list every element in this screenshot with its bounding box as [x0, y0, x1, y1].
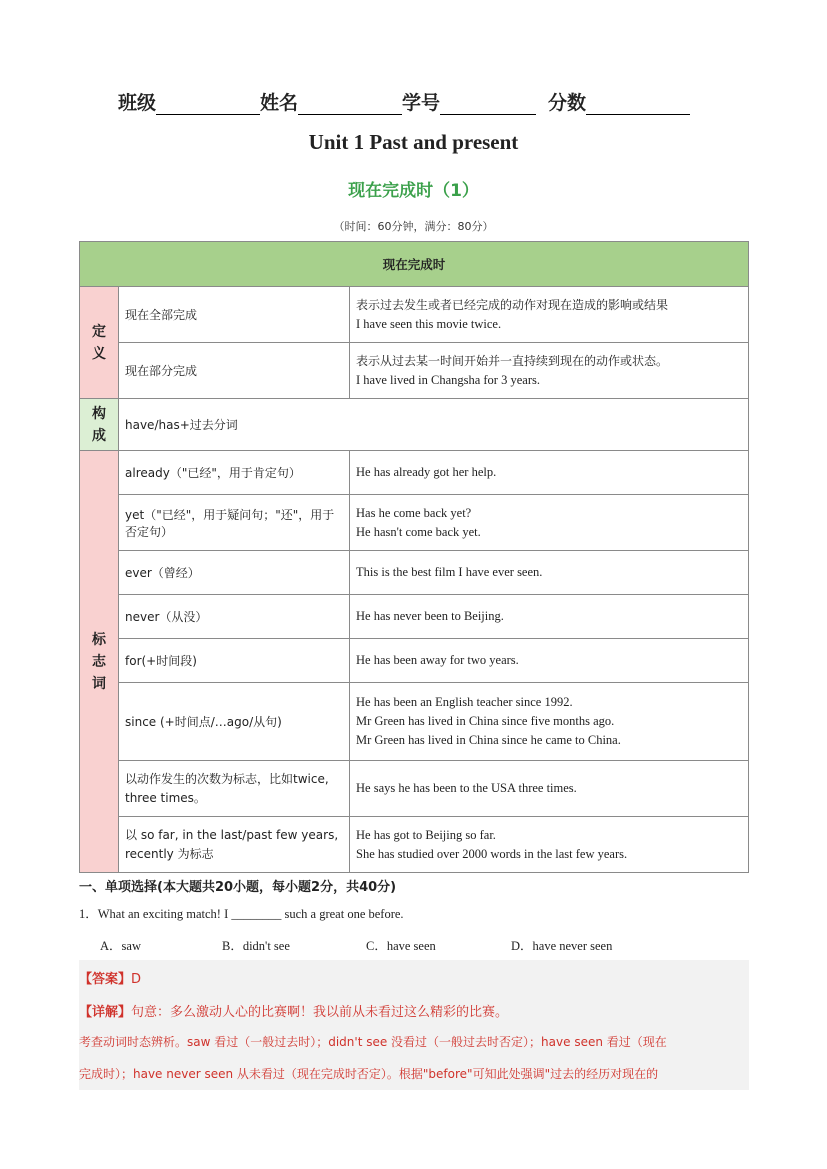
definition-example: I have lived in Changsha for 3 years.: [356, 372, 540, 387]
signal-word: 以动作发生的次数为标志，比如twice, three times。: [119, 761, 350, 817]
detail-line-2: 考查动词时态辨析。saw 看过（一般过去时）；didn't see 没看过（一般过去时否定）；have seen 看过（现在: [79, 1035, 667, 1049]
answer-line: [79, 968, 141, 987]
question-text: 1．What an exciting match! I ________ such a great one before.: [79, 907, 404, 921]
signal-example: [350, 595, 749, 639]
signal-word: since (+时间点/…ago/从句): [119, 683, 350, 761]
example-line: Has he come back yet?: [356, 505, 472, 520]
signal-example: [350, 817, 749, 873]
definition-example: I have seen this movie twice.: [356, 316, 502, 331]
class-label: 班级: [118, 92, 157, 114]
definition-side-label: 定 义: [80, 287, 119, 399]
option-a[interactable]: A．saw: [100, 939, 141, 953]
detail-label: 【详解】: [79, 1005, 132, 1020]
score-label: 分数: [548, 92, 587, 114]
example-line: He has never been to Beijing.: [356, 609, 504, 623]
name-blank[interactable]: [298, 94, 402, 115]
table-heading: 现在完成时: [80, 242, 749, 287]
page-subtitle: 现在完成时（1）: [348, 181, 479, 201]
signal-example: [350, 683, 749, 761]
example-line: He has been away for two years.: [356, 653, 519, 667]
answer-label: 【答案】: [79, 972, 132, 987]
grammar-table: [79, 241, 749, 873]
section-heading: 一、单项选择(本大题共20小题，每小题2分，共40分): [79, 880, 397, 895]
time-info: （时间：60分钟，满分：80分）: [333, 220, 494, 233]
signal-example: [350, 639, 749, 683]
answer-box: [79, 960, 749, 1090]
answer-value: D: [131, 972, 142, 987]
structure-side-label: 构 成: [80, 399, 119, 451]
detail-line-1: [79, 1001, 508, 1020]
option-c[interactable]: C．have seen: [366, 939, 436, 953]
signal-word: never（从没）: [119, 595, 350, 639]
definition-desc: 表示从过去某一时间开始并一直持续到现在的动作或状态。: [356, 353, 669, 368]
signal-word: yet（"已经"，用于疑问句；"还"，用于否定句）: [119, 495, 350, 551]
name-label: 姓名: [260, 92, 299, 114]
signal-example: [350, 495, 749, 551]
signal-example: [350, 551, 749, 595]
signal-word: ever（曾经）: [119, 551, 350, 595]
example-line: He hasn't come back yet.: [356, 524, 481, 539]
signal-word: already（"已经"，用于肯定句）: [119, 451, 350, 495]
signal-words-side-label: 标 志 词: [80, 451, 119, 873]
definition-term: 现在全部完成: [119, 287, 350, 343]
example-line: He has already got her help.: [356, 465, 497, 479]
example-line: He has been an English teacher since 1992.: [356, 695, 573, 709]
detail-line-3: 完成时）；have never seen 从未看过（现在完成时否定）。根据"before"可知此处强调"过去的经历对现在的: [79, 1067, 659, 1081]
example-line: Mr Green has lived in China since five months ago.: [356, 714, 615, 728]
example-line: She has studied over 2000 words in the last few years.: [356, 846, 628, 861]
option-b[interactable]: B．didn't see: [222, 939, 290, 953]
definition-cell: [350, 343, 749, 399]
class-blank[interactable]: [156, 94, 260, 115]
signal-example: [350, 451, 749, 495]
signal-word: for(+时间段): [119, 639, 350, 683]
option-d[interactable]: D．have never seen: [511, 939, 613, 953]
example-line: He has got to Beijing so far.: [356, 827, 496, 842]
definition-desc: 表示过去发生或者已经完成的动作对现在造成的影响或结果: [356, 297, 669, 312]
definition-cell: [350, 287, 749, 343]
example-line: Mr Green has lived in China since he came to China.: [356, 733, 621, 747]
id-blank[interactable]: [440, 94, 536, 115]
student-info-line: [118, 88, 718, 116]
structure-formula: have/has+过去分词: [119, 399, 749, 451]
example-line: This is the best film I have ever seen.: [356, 565, 543, 579]
signal-word: 以 so far, in the last/past few years, recently 为标志: [119, 817, 350, 873]
score-blank[interactable]: [586, 94, 690, 115]
signal-example: [350, 761, 749, 817]
definition-term: 现在部分完成: [119, 343, 350, 399]
id-label: 学号: [402, 92, 441, 114]
page-title: Unit 1 Past and present: [308, 130, 519, 154]
detail-text: 句意：多么激动人心的比赛啊！我以前从未看过这么精彩的比赛。: [131, 1005, 509, 1020]
example-line: He says he has been to the USA three times.: [356, 781, 577, 795]
